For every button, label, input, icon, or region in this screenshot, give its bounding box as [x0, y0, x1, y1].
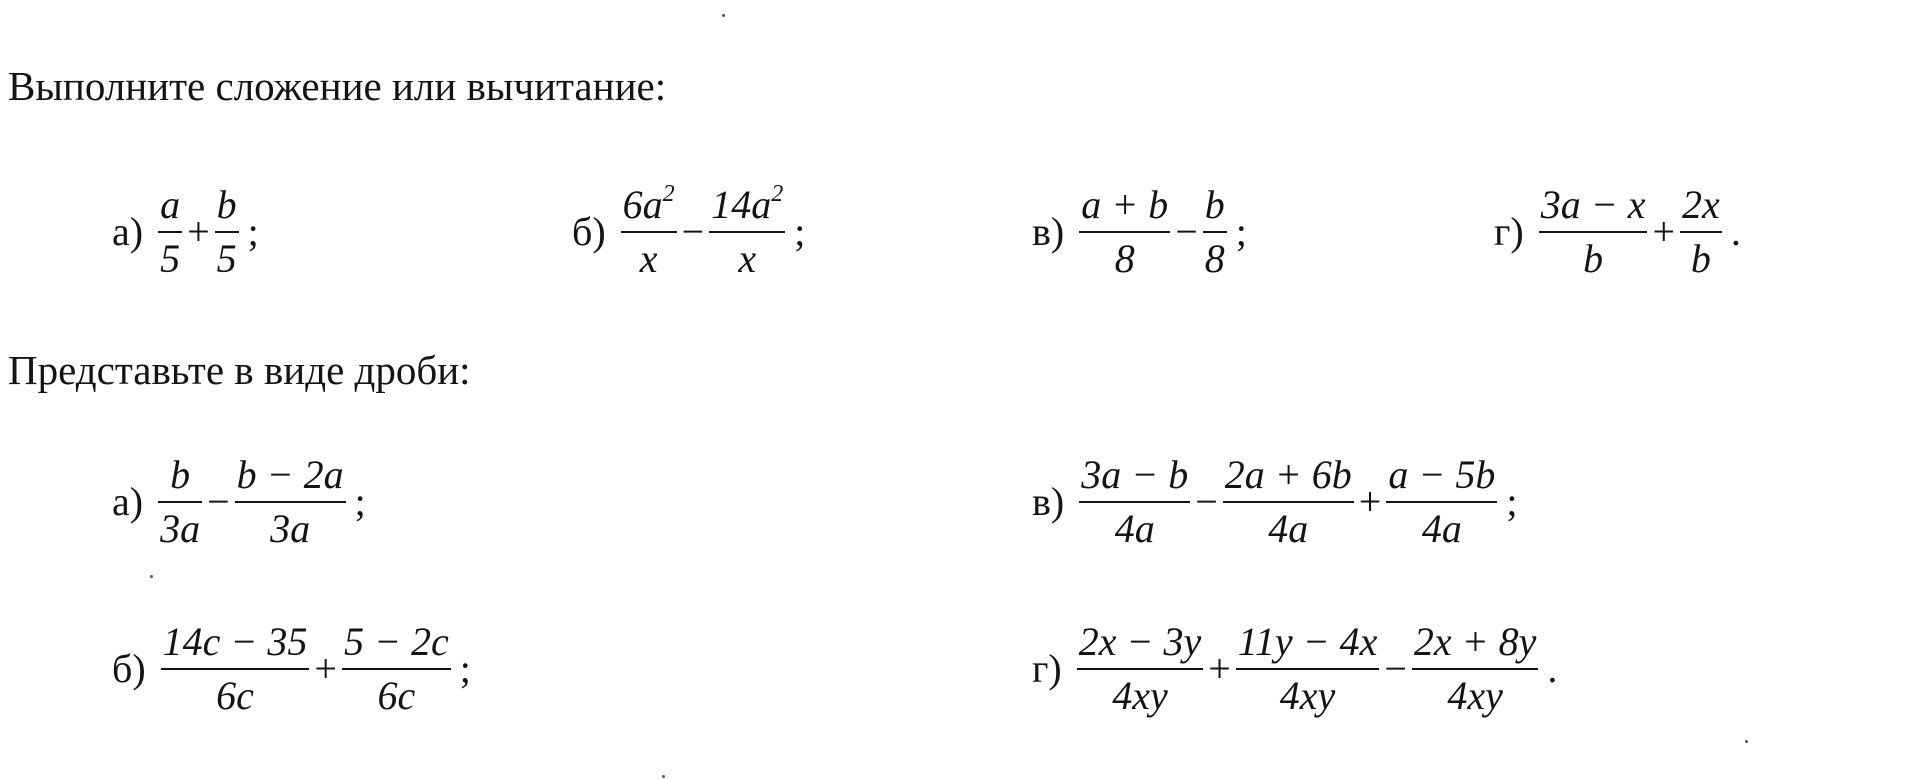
numerator: a + b [1081, 182, 1169, 227]
fraction [158, 619, 313, 718]
denominator: x [738, 236, 757, 281]
operator: − [207, 479, 230, 524]
problem-label: б) [572, 209, 606, 254]
operator: − [1384, 646, 1407, 691]
fraction [212, 182, 242, 281]
numerator: 2x − 3y [1078, 619, 1202, 664]
problem-label: а) [112, 209, 144, 254]
exponent: 2 [771, 181, 784, 208]
problem-1a [112, 182, 259, 281]
denominator: 4xy [1279, 673, 1336, 718]
numerator: 2x [1682, 182, 1720, 227]
problem-2v [1032, 452, 1518, 551]
problem-1g [1494, 182, 1741, 281]
fraction [1383, 452, 1500, 551]
numerator: 2a + 6b [1224, 452, 1352, 497]
section-1-heading: Выполните сложение или вычитание: [8, 63, 667, 109]
operator: + [187, 209, 210, 254]
problem-2a [112, 452, 366, 551]
denominator: 8 [1114, 236, 1135, 281]
numerator [709, 181, 785, 231]
terminator: ; [1235, 209, 1247, 254]
denominator: 4a [1268, 506, 1309, 551]
numerator: 3a − x [1540, 182, 1646, 227]
fraction [1409, 619, 1542, 718]
denominator: 4xy [1112, 673, 1168, 718]
numerator: 11y − 4x [1237, 619, 1378, 664]
fraction [1536, 182, 1651, 281]
fraction [1200, 182, 1230, 281]
operator: − [1195, 479, 1218, 524]
fraction [1076, 452, 1193, 551]
scan-speck [1745, 740, 1748, 743]
numerator: a − 5b [1388, 452, 1496, 497]
fraction [1677, 182, 1725, 281]
problem-1b [572, 181, 806, 281]
denominator: 6c [216, 673, 254, 718]
problem-label: г) [1032, 646, 1062, 691]
problem-2g [1032, 619, 1558, 718]
numerator: 2x + 8y [1413, 619, 1537, 664]
denominator: 4a [1114, 506, 1155, 551]
operator: + [1652, 209, 1676, 254]
fraction [232, 452, 349, 551]
denominator: 4xy [1447, 673, 1503, 718]
fraction [618, 181, 680, 281]
numerator: b [170, 452, 191, 497]
fraction [1233, 619, 1383, 718]
terminator: . [1547, 646, 1558, 691]
denominator: 5 [216, 236, 237, 281]
numerator-base: 6a [622, 182, 663, 227]
numerator: 5 − 2c [343, 619, 449, 664]
denominator: 3a [160, 506, 201, 551]
denominator: 8 [1204, 236, 1225, 281]
denominator: b [1583, 236, 1604, 281]
denominator: 3a [270, 506, 311, 551]
section-2-heading: Представьте в виде дроби: [8, 347, 471, 393]
terminator: ; [247, 209, 259, 254]
fraction [1076, 182, 1173, 281]
scan-speck [722, 14, 725, 17]
numerator: b [1204, 182, 1225, 227]
operator: + [1358, 479, 1382, 524]
denominator: 6c [377, 673, 416, 718]
operator: − [681, 209, 705, 254]
scan-speck [662, 775, 665, 778]
terminator: . [1730, 209, 1741, 254]
fraction [155, 182, 185, 281]
numerator [621, 181, 677, 231]
problem-label: г) [1494, 209, 1524, 254]
denominator: x [639, 236, 658, 281]
terminator: ; [459, 646, 471, 691]
denominator: 5 [160, 236, 181, 281]
problem-label: в) [1032, 209, 1065, 254]
numerator: b − 2a [236, 452, 344, 497]
numerator: a [160, 182, 181, 227]
numerator: 14c − 35 [162, 619, 308, 664]
terminator: ; [1506, 479, 1518, 524]
fraction [1074, 619, 1207, 718]
scan-speck [150, 575, 153, 578]
denominator: 4a [1421, 506, 1462, 551]
numerator-base: 14a [711, 182, 772, 227]
fraction [339, 619, 454, 718]
terminator: ; [354, 479, 366, 524]
problem-label: в) [1032, 479, 1065, 524]
numerator: b [216, 182, 237, 227]
denominator: b [1690, 236, 1711, 281]
operator: + [1208, 646, 1231, 691]
operator: + [314, 646, 337, 691]
fraction [1220, 452, 1357, 551]
problem-label: б) [112, 646, 146, 691]
problem-1v [1032, 182, 1247, 281]
terminator: ; [794, 209, 806, 254]
fraction [155, 452, 205, 551]
exponent: 2 [662, 181, 675, 208]
problem-2b [112, 619, 471, 718]
fraction [706, 181, 788, 281]
problem-label: а) [112, 479, 144, 524]
numerator: 3a − b [1081, 452, 1189, 497]
operator: − [1175, 209, 1198, 254]
